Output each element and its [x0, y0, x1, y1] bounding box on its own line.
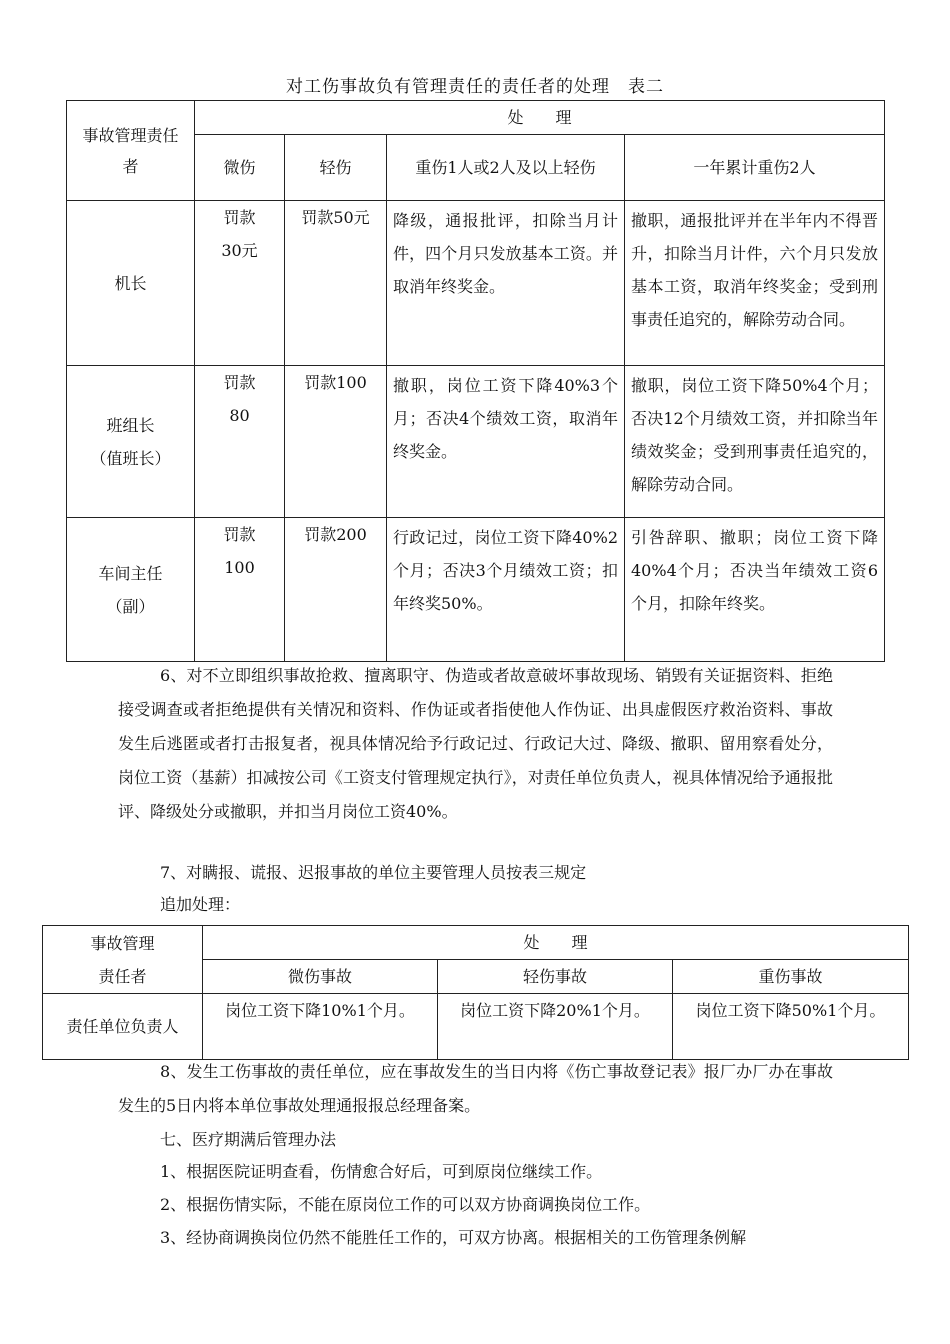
- serious-accident-penalty: 岗位工资下降50%1个月。: [673, 994, 909, 1060]
- minor-penalty-cell: 罚款30元: [195, 201, 285, 366]
- minor-penalty-cell: 罚款100: [195, 518, 285, 662]
- section-7-title: 七、医疗期满后管理办法: [160, 1130, 337, 1149]
- paragraph-7-line1: 7、对瞒报、谎报、迟报事故的单位主要管理人员按表三规定: [160, 863, 587, 882]
- handling-header: 处 理: [195, 101, 885, 135]
- yearly-penalty-cell: 引咎辞职、撤职；岗位工资下降40%4个月；否决当年绩效工资6个月，扣除年终奖。: [625, 518, 885, 662]
- header-serious-accident: 重伤事故: [673, 960, 909, 994]
- table-row: [67, 518, 885, 662]
- table-three: [42, 925, 909, 1060]
- table-row: [67, 201, 885, 366]
- role-cell: 班组长 （值班长）: [67, 366, 195, 518]
- yearly-penalty-cell: 撤职，通报批评并在半年内不得晋升，扣除当月计件，六个月只发放基本工资，取消年终奖金；受到刑事责任追究的，解除劳动合同。: [625, 201, 885, 366]
- light-penalty-cell: 罚款200: [285, 518, 387, 662]
- role-cell: 责任单位负责人: [43, 994, 203, 1060]
- table-row: [67, 366, 885, 518]
- header-minor-accident: 微伤事故: [203, 960, 438, 994]
- yearly-penalty-cell: 撤职，岗位工资下降50%4个月；否决12个月绩效工资，并扣除当年绩效奖金；受到刑事责任追究的，解除劳动合同。: [625, 366, 885, 518]
- paragraph-6: 6、对不立即组织事故抢救、擅离职守、伪造或者故意破坏事故现场、销毁有关证据资料、拒绝接受调查或者拒绝提供有关情况和资料、作伪证或者指使他人作伪证、出具虚假医疗救治资料、事故发生后逃匿或者打击报复者，视具体情况给予行政记过、行政记大过、降级、撤职、留用察看处分，岗位工资（基薪）扣减按公司《工资支付管理规定执行》，对责任单位负责人，视具体情况给予通报批评、降级处分或撤职，并扣当月岗位工资40%。: [118, 666, 833, 821]
- paragraph-7-line2: 追加处理：: [160, 895, 241, 914]
- serious-penalty-cell: 撤职，岗位工资下降40%3个月；否决4个绩效工资，取消年终奖金。: [387, 366, 625, 518]
- handling-header: 处 理: [203, 926, 909, 960]
- header-minor-injury: 微伤: [195, 135, 285, 201]
- responsible-party-header: 事故管理 责任者: [43, 926, 203, 994]
- header-light-accident: 轻伤事故: [438, 960, 673, 994]
- section-7-item-1: 1、根据医院证明查看，伤情愈合好后，可到原岗位继续工作。: [160, 1162, 603, 1181]
- light-penalty-cell: 罚款100: [285, 366, 387, 518]
- role-cell: 车间主任 （副）: [67, 518, 195, 662]
- light-accident-penalty: 岗位工资下降20%1个月。: [438, 994, 673, 1060]
- header-yearly-serious: 一年累计重伤2人: [625, 135, 885, 201]
- responsible-party-header: 事故管理责任者: [67, 101, 195, 201]
- role-cell: 机长: [67, 201, 195, 366]
- section-7-item-3: 3、经协商调换岗位仍然不能胜任工作的，可双方协离。根据相关的工伤管理条例解: [160, 1228, 747, 1247]
- minor-accident-penalty: 岗位工资下降10%1个月。: [203, 994, 438, 1060]
- table-title: 对工伤事故负有管理责任的责任者的处理 表二: [286, 77, 664, 97]
- light-penalty-cell: 罚款50元: [285, 201, 387, 366]
- section-7-item-2: 2、根据伤情实际，不能在原岗位工作的可以双方协商调换岗位工作。: [160, 1195, 651, 1214]
- paragraph-8: 8、发生工伤事故的责任单位，应在事故发生的当日内将《伤亡事故登记表》报厂办厂办在事故发生的5日内将本单位事故处理通报报总经理备案。: [118, 1062, 833, 1115]
- minor-penalty-cell: 罚款80: [195, 366, 285, 518]
- serious-penalty-cell: 行政记过，岗位工资下降40%2个月；否决3个月绩效工资；扣年终奖50%。: [387, 518, 625, 662]
- header-serious-injury: 重伤1人或2人及以上轻伤: [387, 135, 625, 201]
- header-light-injury: 轻伤: [285, 135, 387, 201]
- serious-penalty-cell: 降级，通报批评，扣除当月计件，四个月只发放基本工资。并取消年终奖金。: [387, 201, 625, 366]
- table-row: [43, 994, 909, 1060]
- table-two: [66, 100, 885, 662]
